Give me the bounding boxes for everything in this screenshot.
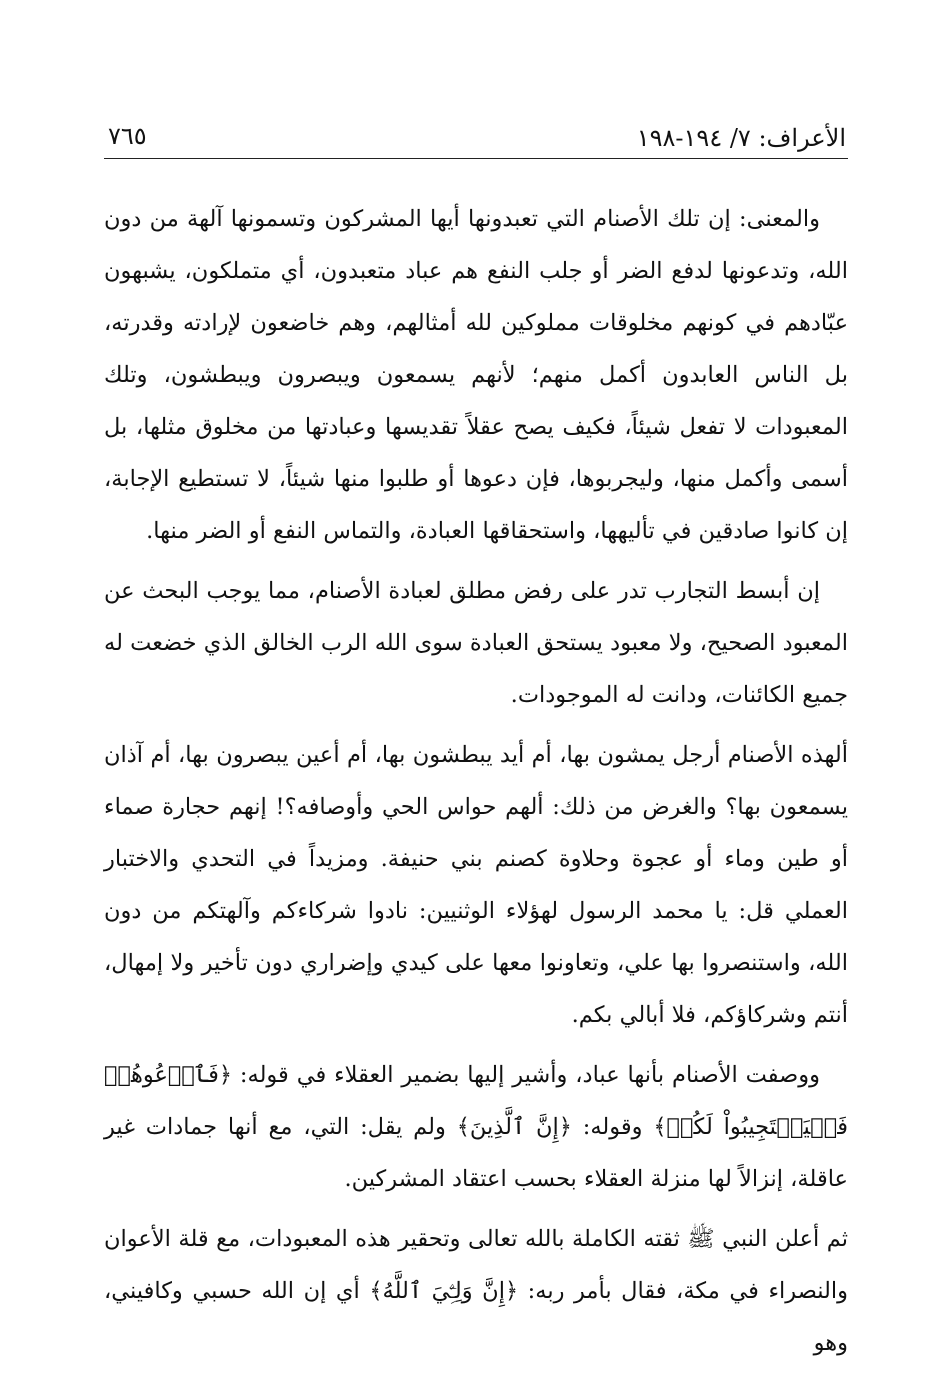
- book-page: [104, 118, 848, 1377]
- paragraph-idols-limbs: ألهذه الأصنام أرجل يمشون بها، أم أيد يبطشون بها، أم أعين يبصرون بها، أم آذان يسمعون بها؟ والغرض من ذلك: ألهم حواس الحي وأوصافه؟! إنهم حجارة صماء أو طين وماء أو عجوة وحلاوة كصنم بني حنيفة. ومزيداً في التحدي والاختبار العملي قل: يا محمد الرسول لهؤلاء الوثنيين: نادوا شركاءكم وآلهتكم من دون الله، واستنصروا بها علي، وتعاونوا معها على كيدي وإضراري دون تأخير ولا إمهال، أنتم وشركاؤكم، فلا أبالي بكم.: [104, 742, 848, 1028]
- paragraph-meaning: والمعنى: إن تلك الأصنام التي تعبدونها أيها المشركون وتسمونها آلهة من دون الله، وتدعونها لدفع الضر أو جلب النفع هم عباد متعبدون، أي متملكون، يشبهون عبّادهم في كونهم مخلوقات مملوكين لله أمثالهم، وهم خاضعون لإرادته وقدرته، بل الناس العابدون أكمل منهم؛ لأنهم يسمعون ويبصرون ويبطشون، وتلك المعبودات لا تفعل شيئاً، فكيف يصح عقلاً تقديسها وعبادتها من مخلوق مثلها، بل أسمى وأكمل منها، وليجربوها، فإن دعوها أو طلبوا منها شيئاً، لا تستطيع الإجابة، إن كانوا صادقين في تأليهها، واستحقاقها العبادة، والتماس النفع أو الضر منها.: [104, 206, 848, 544]
- paragraph-experience: إن أبسط التجارب تدر على رفض مطلق لعبادة الأصنام، مما يوجب البحث عن المعبود الصحيح، ولا معبود يستحق العبادة سوى الله الرب الخالق الذي خضعت له جميع الكائنات، ودانت له الموجودات.: [104, 578, 848, 708]
- body-text: [104, 193, 848, 1369]
- running-header: [104, 118, 848, 159]
- page-number: ٧٦٥: [108, 122, 147, 150]
- running-title: الأعراف: ٧/ ١٩٤-١٩٨: [636, 124, 846, 152]
- paragraph-prophet: ثم أعلن النبي ﷺ ثقته الكاملة بالله تعالى وتحقير هذه المعبودات، مع قلة الأعوان والنصراء في مكة، فقال بأمر ربه: ﴿إِنَّ وَلِـِّۧيَ ٱللَّهُ﴾ أي إن الله حسبي وكافيني، وهو: [104, 1226, 848, 1356]
- paragraph-description: ووصفت الأصنام بأنها عباد، وأشير إليها بضمير العقلاء في قوله: ﴿فَٱدۡعُوهُمۡ فَلۡيَسۡتَجِيبُواْ لَكُمۡ﴾ وقوله: ﴿إِنَّ ٱلَّذِينَ﴾ ولم يقل: التي، مع أنها جمادات غير عاقلة، إنزالاً لها منزلة العقلاء بحسب اعتقاد المشركين.: [104, 1062, 848, 1192]
